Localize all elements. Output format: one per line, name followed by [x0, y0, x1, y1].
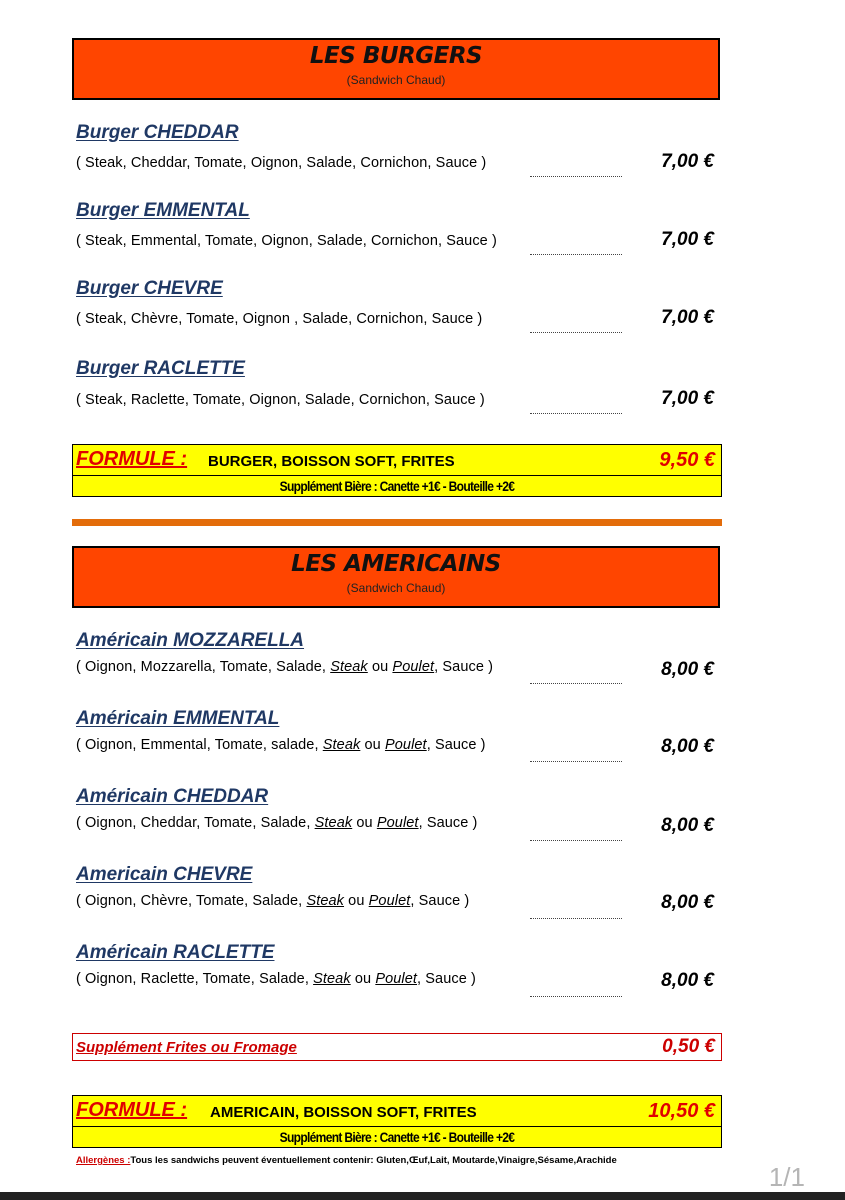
formule-price: 10,50 €	[648, 1100, 715, 1122]
menu-item-price: 7,00 €	[661, 151, 714, 172]
steak-option: Steak	[322, 737, 361, 753]
burgers-header	[72, 38, 720, 100]
supplement-price: 0,50 €	[662, 1036, 715, 1057]
formule-text: BURGER, BOISSON SOFT, FRITES	[208, 453, 455, 470]
steak-option: Steak	[314, 815, 353, 831]
viewer-bottom-bar	[0, 1192, 845, 1200]
desc-text: ( Oignon, Emmental, Tomate, salade,	[76, 737, 319, 753]
dotted-leader	[530, 840, 622, 841]
menu-item-desc: ( Steak, Emmental, Tomate, Oignon, Salade, Cornichon, Sauce )	[76, 233, 497, 249]
menu-item-desc	[76, 893, 469, 909]
americains-subtitle: (Sandwich Chaud)	[346, 581, 446, 595]
formule-label: FORMULE :	[76, 1099, 188, 1121]
or-word: ou	[364, 737, 381, 753]
dotted-leader	[530, 176, 622, 177]
dotted-leader	[530, 413, 622, 414]
burger-formule-box	[72, 444, 722, 497]
section-separator	[72, 519, 722, 526]
poulet-option: Poulet	[376, 815, 419, 831]
menu-item-name: Burger CHEDDAR	[76, 122, 239, 143]
menu-item-price: 7,00 €	[661, 229, 714, 250]
menu-item-name: Américain EMMENTAL	[76, 708, 280, 729]
menu-item-desc	[76, 737, 486, 753]
supplement-label: Supplément Frites ou Fromage	[76, 1039, 297, 1056]
supplement-box	[72, 1033, 722, 1061]
menu-item-name: Américain MOZZARELLA	[76, 630, 305, 651]
desc-text: , Sauce )	[434, 659, 494, 675]
burgers-title: LES BURGERS	[309, 43, 483, 69]
poulet-option: Poulet	[384, 737, 427, 753]
dotted-leader	[530, 761, 622, 762]
steak-option: Steak	[306, 893, 345, 909]
menu-item-price: 7,00 €	[661, 307, 714, 328]
desc-text: , Sauce )	[410, 893, 470, 909]
allergens-label: Allergènes :	[76, 1155, 131, 1166]
menu-item-desc	[76, 815, 478, 831]
or-word: ou	[371, 659, 389, 675]
menu-item-name: Americain CHEVRE	[76, 864, 253, 885]
desc-text: ( Oignon, Chèvre, Tomate, Salade,	[76, 893, 303, 909]
dotted-leader	[530, 683, 622, 684]
formule-row	[73, 1096, 721, 1127]
poulet-option: Poulet	[392, 659, 435, 675]
formule-label: FORMULE :	[76, 448, 188, 470]
steak-option: Steak	[313, 971, 351, 987]
or-word: ou	[356, 815, 373, 831]
dotted-leader	[530, 254, 622, 255]
dotted-leader	[530, 332, 622, 333]
poulet-option: Poulet	[368, 893, 411, 909]
desc-text: ( Oignon, Raclette, Tomate, Salade,	[76, 971, 309, 987]
desc-text: ( Oignon, Cheddar, Tomate, Salade,	[76, 815, 311, 831]
allergens-text: Tous les sandwichs peuvent éventuellement contenir: Gluten,Œuf,Lait, Moutarde,Vinaigre,Sésame,Arachide	[130, 1155, 617, 1166]
menu-item-price: 7,00 €	[661, 388, 714, 409]
beer-supplement: Supplément Bière : Canette +1€ - Bouteille +2€	[279, 478, 515, 494]
menu-item-price: 8,00 €	[661, 892, 714, 913]
menu-item-desc: ( Steak, Cheddar, Tomate, Oignon, Salade, Cornichon, Sauce )	[76, 155, 487, 171]
beer-supplement: Supplément Bière : Canette +1€ - Bouteille +2€	[279, 1129, 515, 1145]
menu-item-name: Burger CHEVRE	[76, 278, 223, 299]
menu-item-name: Burger RACLETTE	[76, 358, 245, 379]
dotted-leader	[530, 918, 622, 919]
menu-item-price: 8,00 €	[661, 815, 714, 836]
menu-item-price: 8,00 €	[661, 970, 714, 991]
menu-item-price: 8,00 €	[661, 736, 714, 757]
menu-item-desc: ( Steak, Raclette, Tomate, Oignon, Salade, Cornichon, Sauce )	[76, 392, 485, 408]
formule-row	[73, 445, 721, 476]
desc-text: , Sauce )	[426, 737, 486, 753]
poulet-option: Poulet	[375, 971, 418, 987]
menu-item-name: Burger EMMENTAL	[76, 200, 250, 221]
formule-price: 9,50 €	[659, 449, 715, 471]
or-word: ou	[348, 893, 365, 909]
burgers-subtitle: (Sandwich Chaud)	[346, 73, 446, 87]
americains-title: LES AMERICAINS	[291, 551, 501, 577]
page-indicator: 1/1	[768, 1162, 805, 1192]
americain-formule-box	[72, 1095, 722, 1148]
desc-text: ( Oignon, Mozzarella, Tomate, Salade,	[76, 659, 327, 675]
dotted-leader	[530, 996, 622, 997]
menu-item-desc	[76, 971, 476, 987]
or-word: ou	[354, 971, 372, 987]
menu-item-desc	[76, 659, 493, 675]
steak-option: Steak	[330, 659, 368, 675]
americains-header	[72, 546, 720, 608]
allergens-note	[76, 1155, 617, 1166]
menu-item-name: Américain RACLETTE	[76, 942, 275, 963]
menu-item-price: 8,00 €	[661, 659, 714, 680]
formule-text: AMERICAIN, BOISSON SOFT, FRITES	[210, 1104, 477, 1121]
desc-text: , Sauce )	[418, 815, 478, 831]
menu-item-desc: ( Steak, Chèvre, Tomate, Oignon , Salade, Cornichon, Sauce )	[76, 311, 483, 327]
menu-item-name: Américain CHEDDAR	[76, 786, 269, 807]
desc-text: , Sauce )	[417, 971, 476, 987]
